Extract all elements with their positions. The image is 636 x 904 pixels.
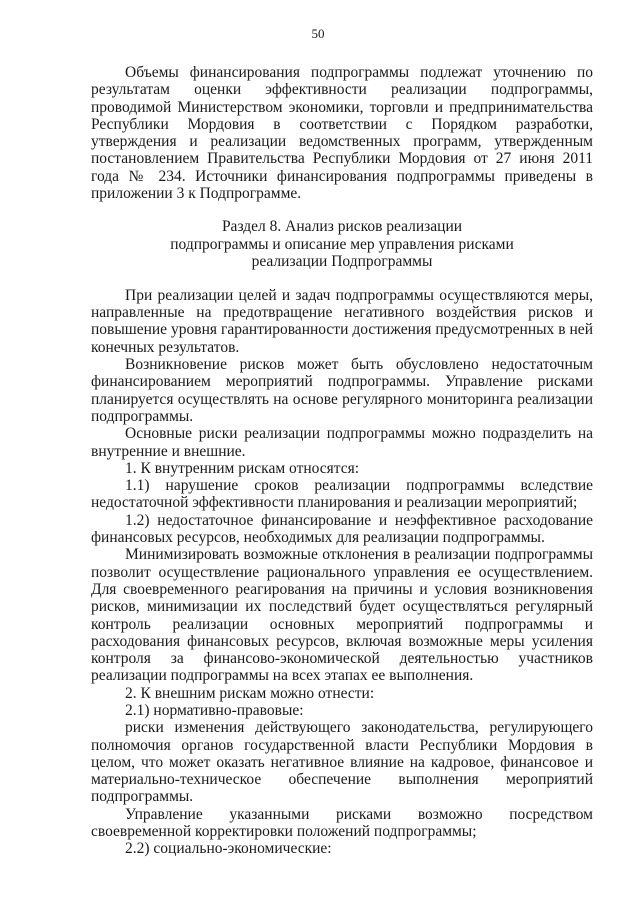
section-heading-line-1: Раздел 8. Анализ рисков реализации <box>221 218 463 236</box>
paragraph: При реализации целей и задач подпрограммы осуществляются меры, направленные на предотвращение негативного воздействия рисков и повышение уровня гарантированности достижения предусмотренных в ней конечных результатов. <box>91 286 593 356</box>
page-number: 50 <box>311 26 325 41</box>
list-item: 2.2) социально-экономические: <box>125 840 332 858</box>
list-item: 2.1) нормативно-правовые: <box>125 702 304 719</box>
paragraph: Минимизировать возможные отклонения в реализации подпрограммы позволит осуществление рационального управления ее осуществлением. Для своевременного реагирования на причины и условия возникновения рисков, минимизации их последствий будет осуществляться регулярный контроль реализации основных мероприятий подпрограммы и расходования финансовых ресурсов, включая возможные меры усиления контроля за финансово-экономической деятельностью участников реализации подпрограммы на всех этапах ее выполнения. <box>91 546 593 685</box>
paragraph: риски изменения действующего законодательства, регулирующего полномочия органов государственной власти Республики Мордовия в целом, что может оказать негативное влияние на кадровое, финансовое и материально-техническое обеспечение выполнения мероприятий подпрограммы. <box>91 719 593 806</box>
section-heading <box>91 218 593 271</box>
list-heading-external-risks: 2. К внешним рискам можно отнести: <box>125 684 375 702</box>
document-body <box>91 64 593 858</box>
section-heading-line-2: подпрограммы и описание мер управления рисками <box>170 235 514 253</box>
paragraph: Управление указанными рисками возможно посредством своевременной корректировки положений подпрограммы; <box>91 805 593 841</box>
intro-paragraph: Объемы финансирования подпрограммы подлежат уточнению по результатам оценки эффективности реализации подпрограммы, проводимой Министерством экономики, торговли и предпринимательства Республики Мордовия в соответствии с Порядком разработки, утверждения и реализации ведомственных программ, утвержденным постановлением Правительства Республики Мордовия от 27 июня 2011 года № 234. Источники финансирования подпрограммы приведены в приложении 3 к Подпрограмме. <box>91 64 593 203</box>
list-heading-internal-risks: 1. К внутренним рискам относятся: <box>125 459 360 477</box>
section-heading-line-3: реализации Подпрограммы <box>251 253 433 271</box>
list-item: 1.2) недостаточное финансирование и неэффективное расходование финансовых ресурсов, необходимых для реализации подпрограммы. <box>91 511 593 547</box>
paragraph: Основные риски реализации подпрограммы можно подразделить на внутренние и внешние. <box>91 425 593 460</box>
list-item: 1.1) нарушение сроков реализации подпрограммы вследствие недостаточной эффективности планирования и реализации мероприятий; <box>91 477 593 512</box>
paragraph: Возникновение рисков может быть обусловлено недостаточным финансированием мероприятий подпрограммы. Управление рисками планируется осуществлять на основе регулярного мониторинга реализации подпрограммы. <box>91 356 593 425</box>
